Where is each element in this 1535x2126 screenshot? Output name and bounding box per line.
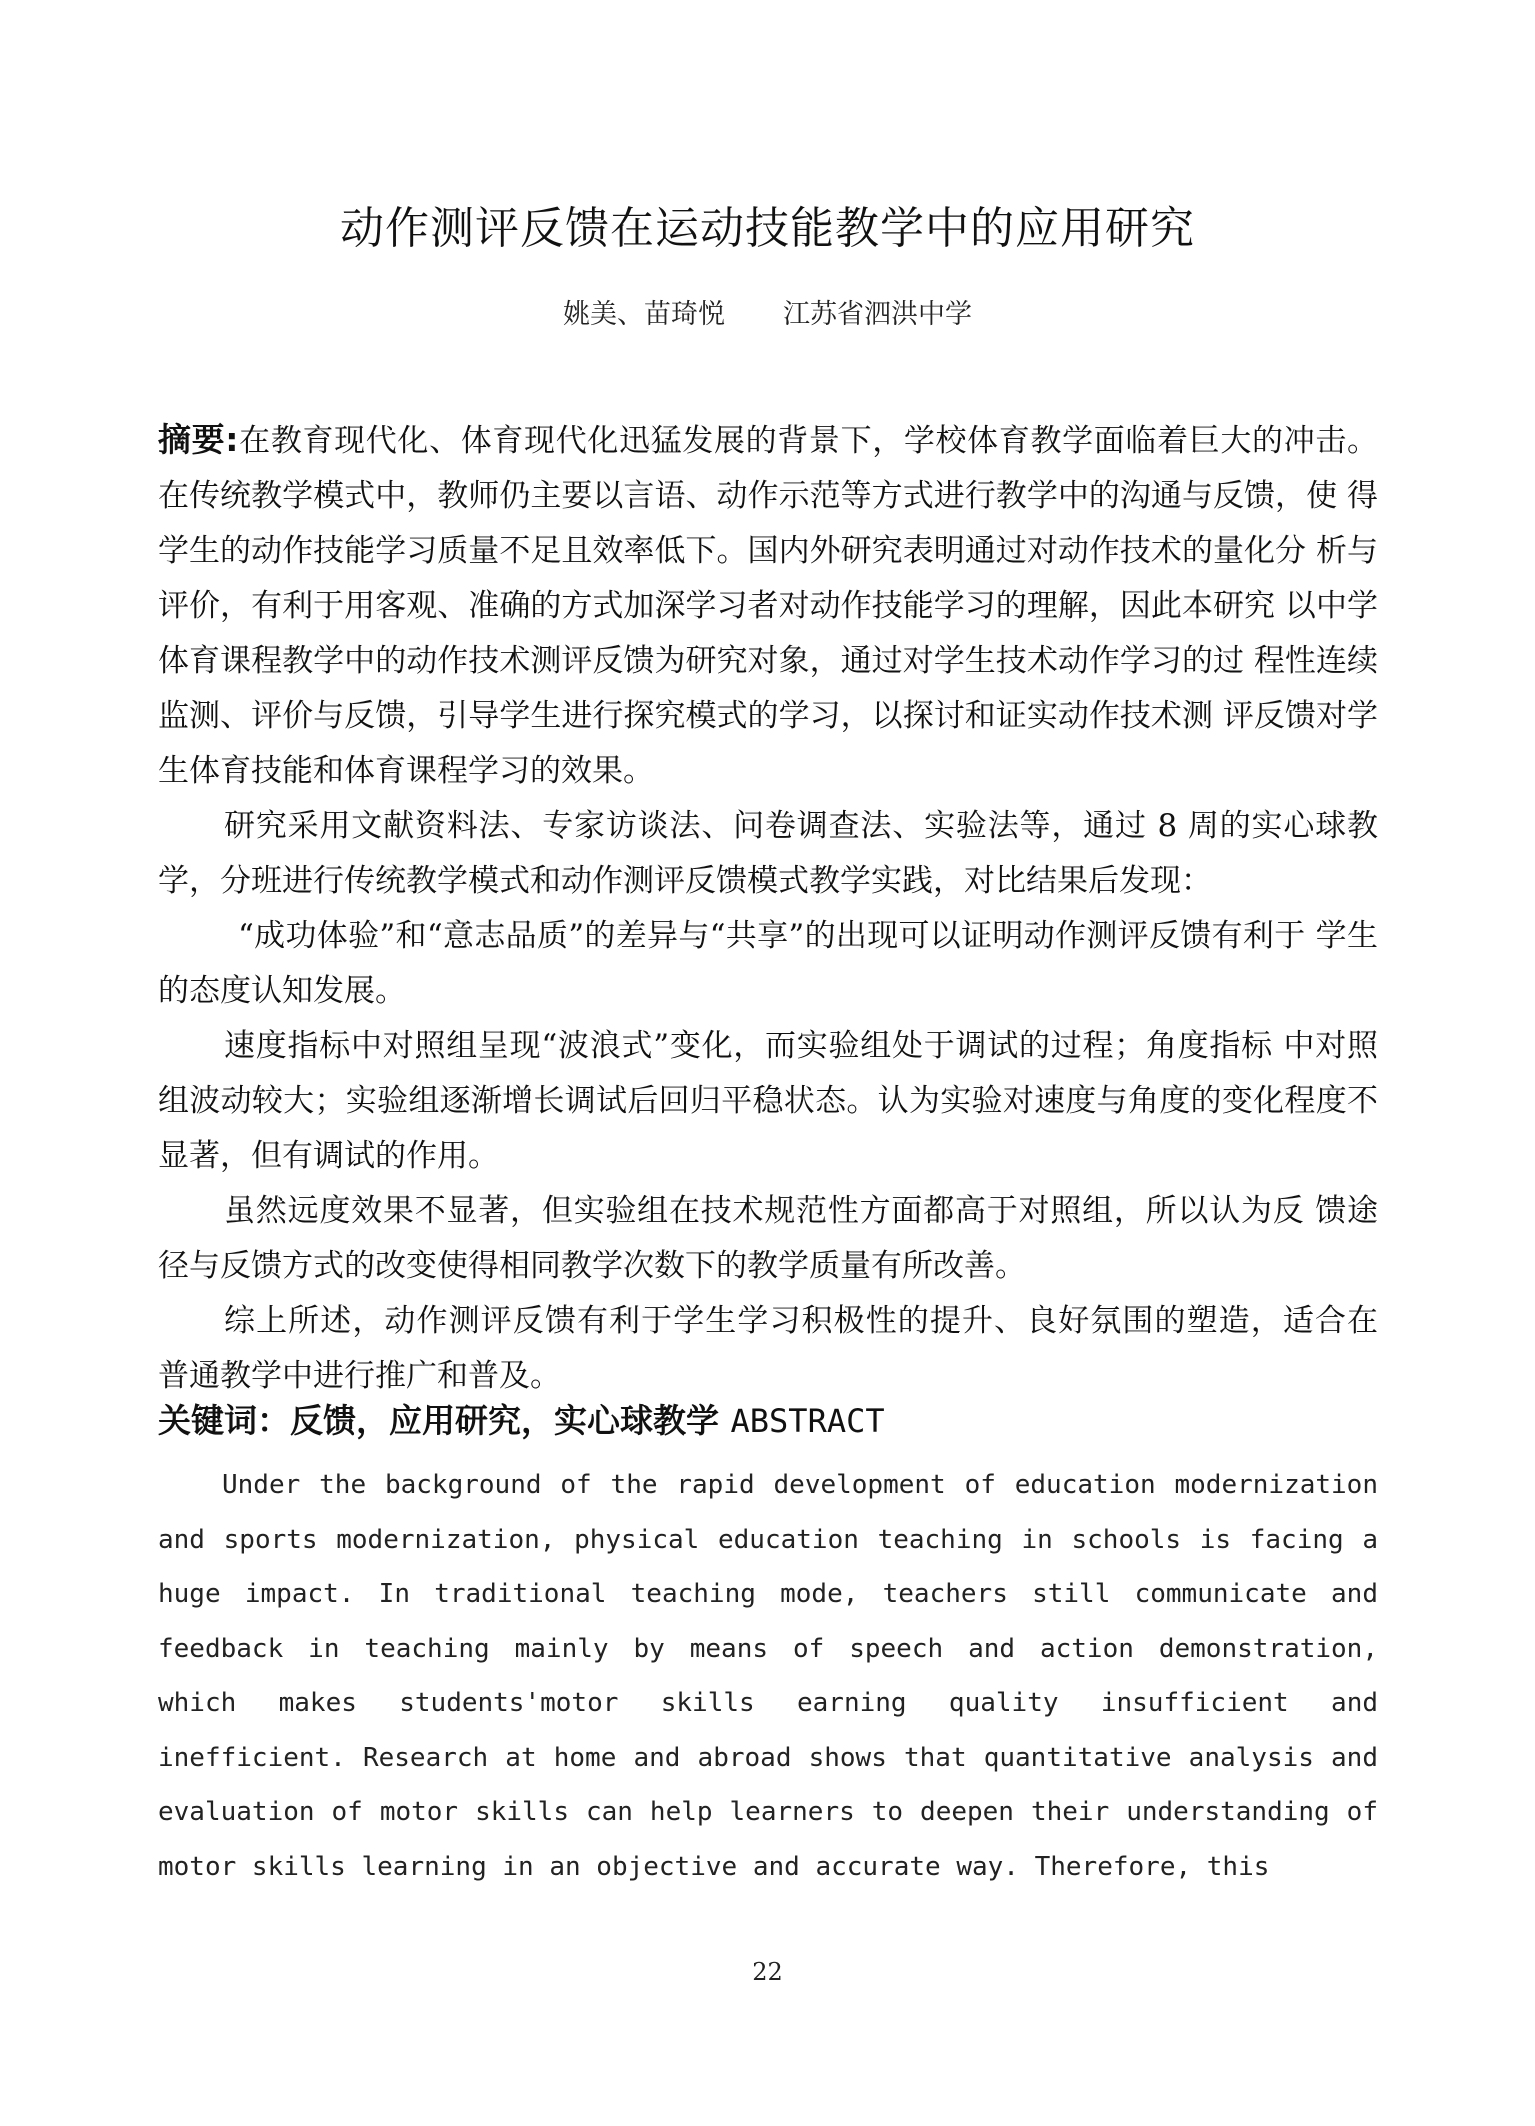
page-number: 22	[752, 1958, 783, 1986]
paper-title: 动作测评反馈在运动技能教学中的应用研究	[340, 203, 1195, 254]
abstract-paragraph: 研究采用文献资料法、专家访谈法、问卷调查法、实验法等，通过 8 周的实心球教学，分班进行传统教学模式和动作测评反馈模式教学实践，对比结果后发现：	[158, 808, 1378, 899]
keywords-text: 关键词：反馈，应用研究，实心球教学	[158, 1401, 719, 1440]
author-line	[0, 292, 1535, 331]
keywords-line	[158, 1396, 1378, 1446]
abstract-paragraph: 综上所述，动作测评反馈有利于学生学习积极性的提升、良好氛围的塑造，适合在 普通教学中进行推广和普及。	[158, 1303, 1378, 1394]
abstract-paragraph: 速度指标中对照组呈现“波浪式”变化，而实验组处于调试的过程；角度指标 中对照组波动较大；实验组逐渐增长调试后回归平稳状态。认为实验对速度与角度的变化程度不显著，但有调试的作用。	[158, 1028, 1378, 1174]
author-affiliation: 江苏省泗洪中学	[783, 299, 972, 330]
english-abstract-heading: ABSTRACT	[730, 1402, 885, 1440]
abstract-paragraph-text: 在教育现代化、体育现代化迅猛发展的背景下，学校体育教学面临着巨大的冲击。 在传统教学模式中，教师仍主要以言语、动作示范等方式进行教学中的沟通与反馈，使 得学生的动作技能学习质量不足且效率低下。国内外研究表明通过对动作技术的量化分 析与评价，有利于用客观、准确的方式加深学习者对动作技能学习的理解，因此本研究 以中学体育课程教学中的动作技术测评反馈为研究对象，通过对学生技术动作学习的过 程性连续监测、评价与反馈，引导学生进行探究模式的学习，以探讨和证实动作技术测 评反馈对学生体育技能和体育课程学习的效果。	[158, 423, 1379, 789]
abstract-paragraph: 虽然远度效果不显著，但实验组在技术规范性方面都高于对照组，所以认为反 馈途径与反馈方式的改变使得相同教学次数下的教学质量有所改善。	[158, 1193, 1378, 1284]
abstract-paragraph	[158, 412, 1378, 799]
author-names: 姚美、苗琦悦	[563, 299, 725, 330]
abstract-paragraph: “成功体验”和“意志品质”的差异与“共享”的出现可以证明动作测评反馈有利于 学生的态度认知发展。	[158, 918, 1378, 1009]
english-abstract	[158, 1458, 1378, 1894]
abstract-label: 摘要:	[158, 420, 239, 459]
english-abstract-paragraph: Under the background of the rapid development of education modernization and sports modernization, physical education teaching in schools is facing a huge impact. In traditional teaching mode, teachers still communicate and feedback in teaching mainly by means of speech and action demonstration, which makes students'motor skills earning quality insufficient and inefficient. Research at home and abroad shows that quantitative analysis and evaluation of motor skills can help learners to deepen their understanding of motor skills learning in an objective and accurate way. Therefore, this	[158, 1470, 1378, 1882]
chinese-abstract	[158, 412, 1378, 1404]
